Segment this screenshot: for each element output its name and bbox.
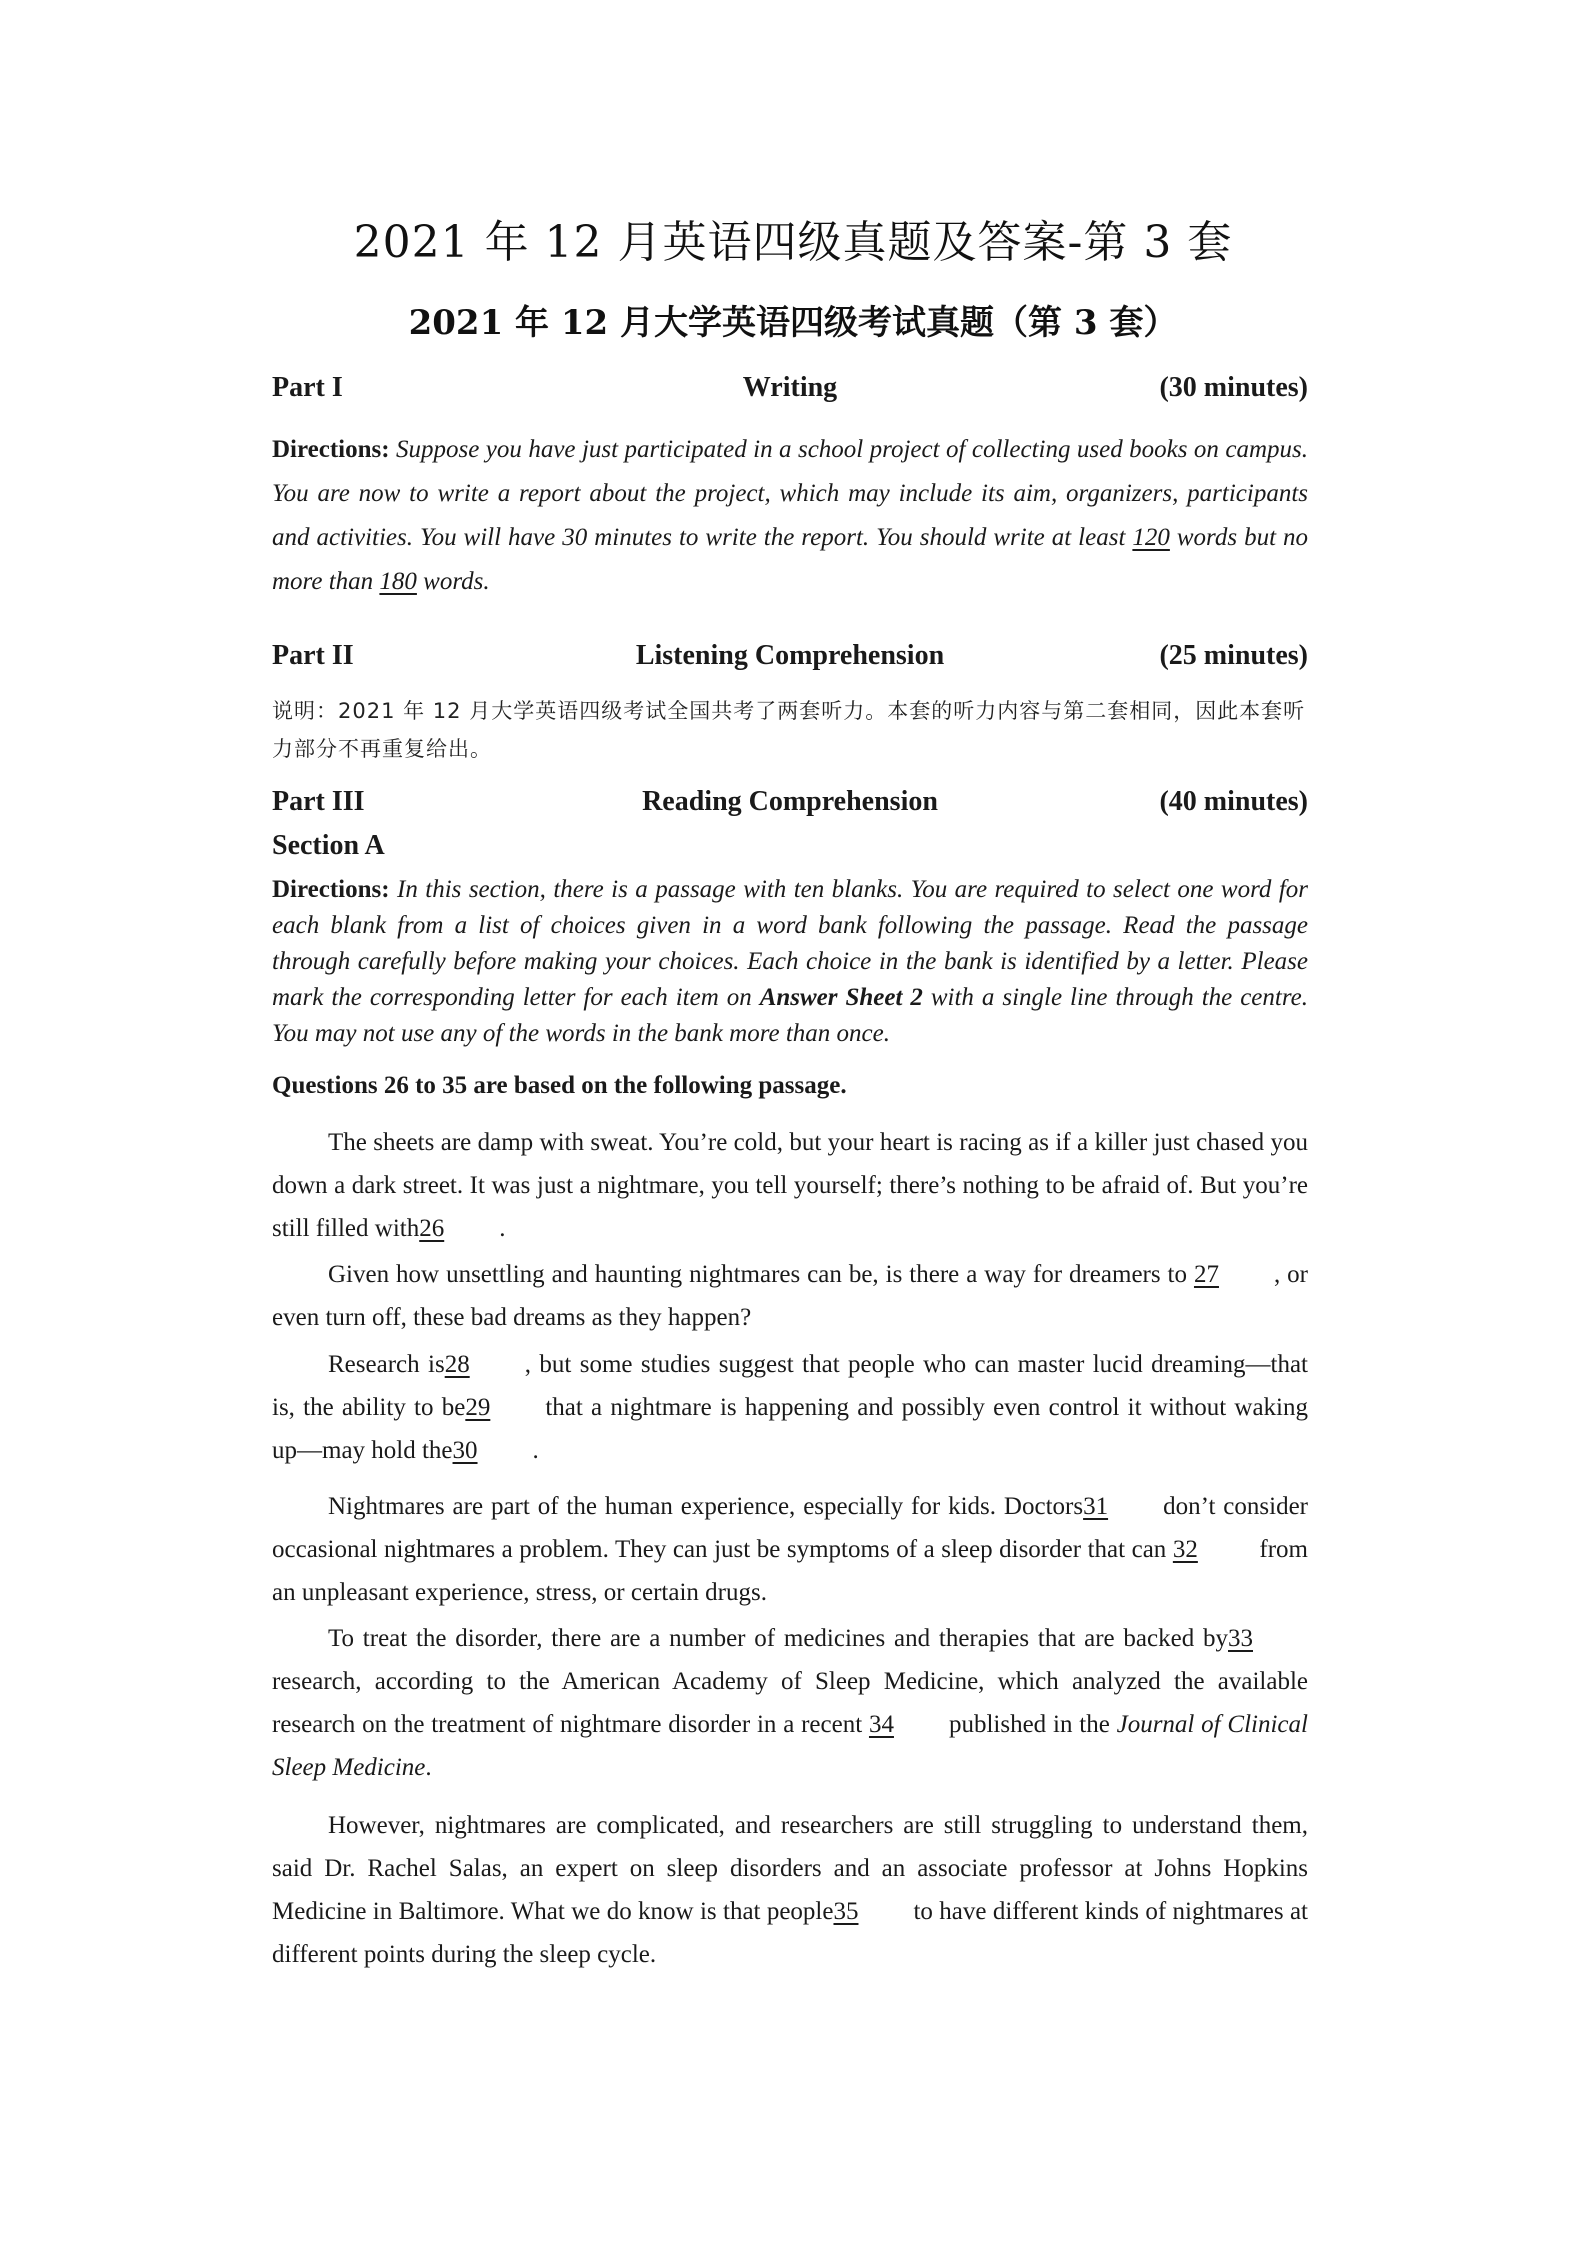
blank-26: 26: [419, 1215, 445, 1242]
document-title: 2021 年 12 月英语四级真题及答案-第 3 套: [353, 217, 1233, 268]
journal-title: Journal of Clinical Sleep Medicine: [272, 1711, 1308, 1781]
part2-header: [272, 640, 1308, 680]
part1-time: (30 minutes): [1159, 372, 1308, 403]
part3-number: Part III: [272, 786, 365, 817]
passage-paragraph-5: To treat the disorder, there are a number of medicines and therapies that are backed by33research, according to the American Academy of Sleep Medicine, which analyzed the available research on the treatment of nightmare disorder in a recent 34 published in the Journal of Clinical Sleep Medicine.: [272, 1617, 1308, 1789]
part2-name: Listening Comprehension: [635, 640, 945, 671]
passage-paragraph-3: Research is28 , but some studies suggest that people who can master lucid dreaming—that is, the ability to be29 that a nightmare is happening and possibly even control it without waking up—may hold the30 .: [272, 1343, 1308, 1472]
part1-header: [272, 372, 1308, 412]
blank-28: 28: [444, 1351, 470, 1378]
questions-heading: Questions 26 to 35 are based on the following passage.: [272, 1072, 847, 1099]
passage-paragraph-6: However, nightmares are complicated, and researchers are still struggling to understand them, said Dr. Rachel Salas, an expert on sleep disorders and an associate professor at Johns Hopkins Medicine in Baltimore. What we do know is that people35 to have different kinds of nightmares at different points during the sleep cycle.: [272, 1812, 1308, 1968]
part2-note: 说明：2021 年 12 月大学英语四级考试全国共考了两套听力。本套的听力内容与第二套相同，因此本套听力部分不再重复给出。: [272, 699, 1306, 761]
directions-label: Directions:: [272, 436, 390, 463]
part1-directions: [272, 428, 1308, 604]
section-a-title: Section A: [272, 830, 385, 861]
document-subtitle: 2021 年 12 月大学英语四级考试真题（第 3 套）: [408, 303, 1178, 343]
blank-29: 29: [465, 1394, 491, 1421]
part3-header: [272, 786, 1308, 826]
directions-label: Directions:: [272, 876, 390, 903]
directions-text: Suppose you have just participated in a school project of collecting used books on campus. You are now to write a report about the project, which may include its aim, organizers, participants and activities. You will have 30 minutes to write the report. You should write at least 120 words but no more than 180 words.: [272, 436, 1308, 595]
passage-paragraph-4: Nightmares are part of the human experience, especially for kids. Doctors31 don’t consider occasional nightmares a problem. They can just be symptoms of a sleep disorder that can 32 from an unpleasant experience, stress, or certain drugs.: [272, 1485, 1308, 1614]
answer-sheet-label: Answer Sheet 2: [759, 984, 923, 1011]
part2-time: (25 minutes): [1159, 640, 1308, 671]
part3-name: Reading Comprehension: [642, 786, 938, 817]
passage-paragraph-1: The sheets are damp with sweat. You’re cold, but your heart is racing as if a killer just chased you down a dark street. It was just a nightmare, you tell yourself; there’s nothing to be afraid of. But you’re still filled with26 .: [272, 1121, 1308, 1250]
blank-34: 34: [868, 1711, 894, 1738]
part1-name: Writing: [742, 372, 838, 403]
blank-32: 32: [1172, 1536, 1198, 1563]
directions-text: In this section, there is a passage with ten blanks. You are required to select one word for each blank from a list of choices given in a word bank following the passage. Read the passage through carefully before making your choices. Each choice in the bank is identified by a letter. Please mark the corresponding letter for each item on Answer Sheet 2 with a single line through the centre. You may not use any of the words in the bank more than once.: [272, 876, 1308, 1047]
passage-paragraph-2: Given how unsettling and haunting nightmares can be, is there a way for dreamers to 27 , or even turn off, these bad dreams as they happen?: [272, 1253, 1308, 1339]
part3-time: (40 minutes): [1159, 786, 1308, 817]
blank-27: 27: [1193, 1261, 1219, 1288]
blank-33: 33: [1228, 1625, 1253, 1652]
min-words: 120: [1132, 524, 1170, 551]
part1-number: Part I: [272, 372, 343, 403]
blank-30: 30: [452, 1437, 478, 1464]
part2-number: Part II: [272, 640, 354, 671]
max-words: 180: [379, 568, 417, 595]
blank-31: 31: [1083, 1493, 1109, 1520]
blank-35: 35: [833, 1898, 859, 1925]
part3-directions: [272, 872, 1308, 1052]
